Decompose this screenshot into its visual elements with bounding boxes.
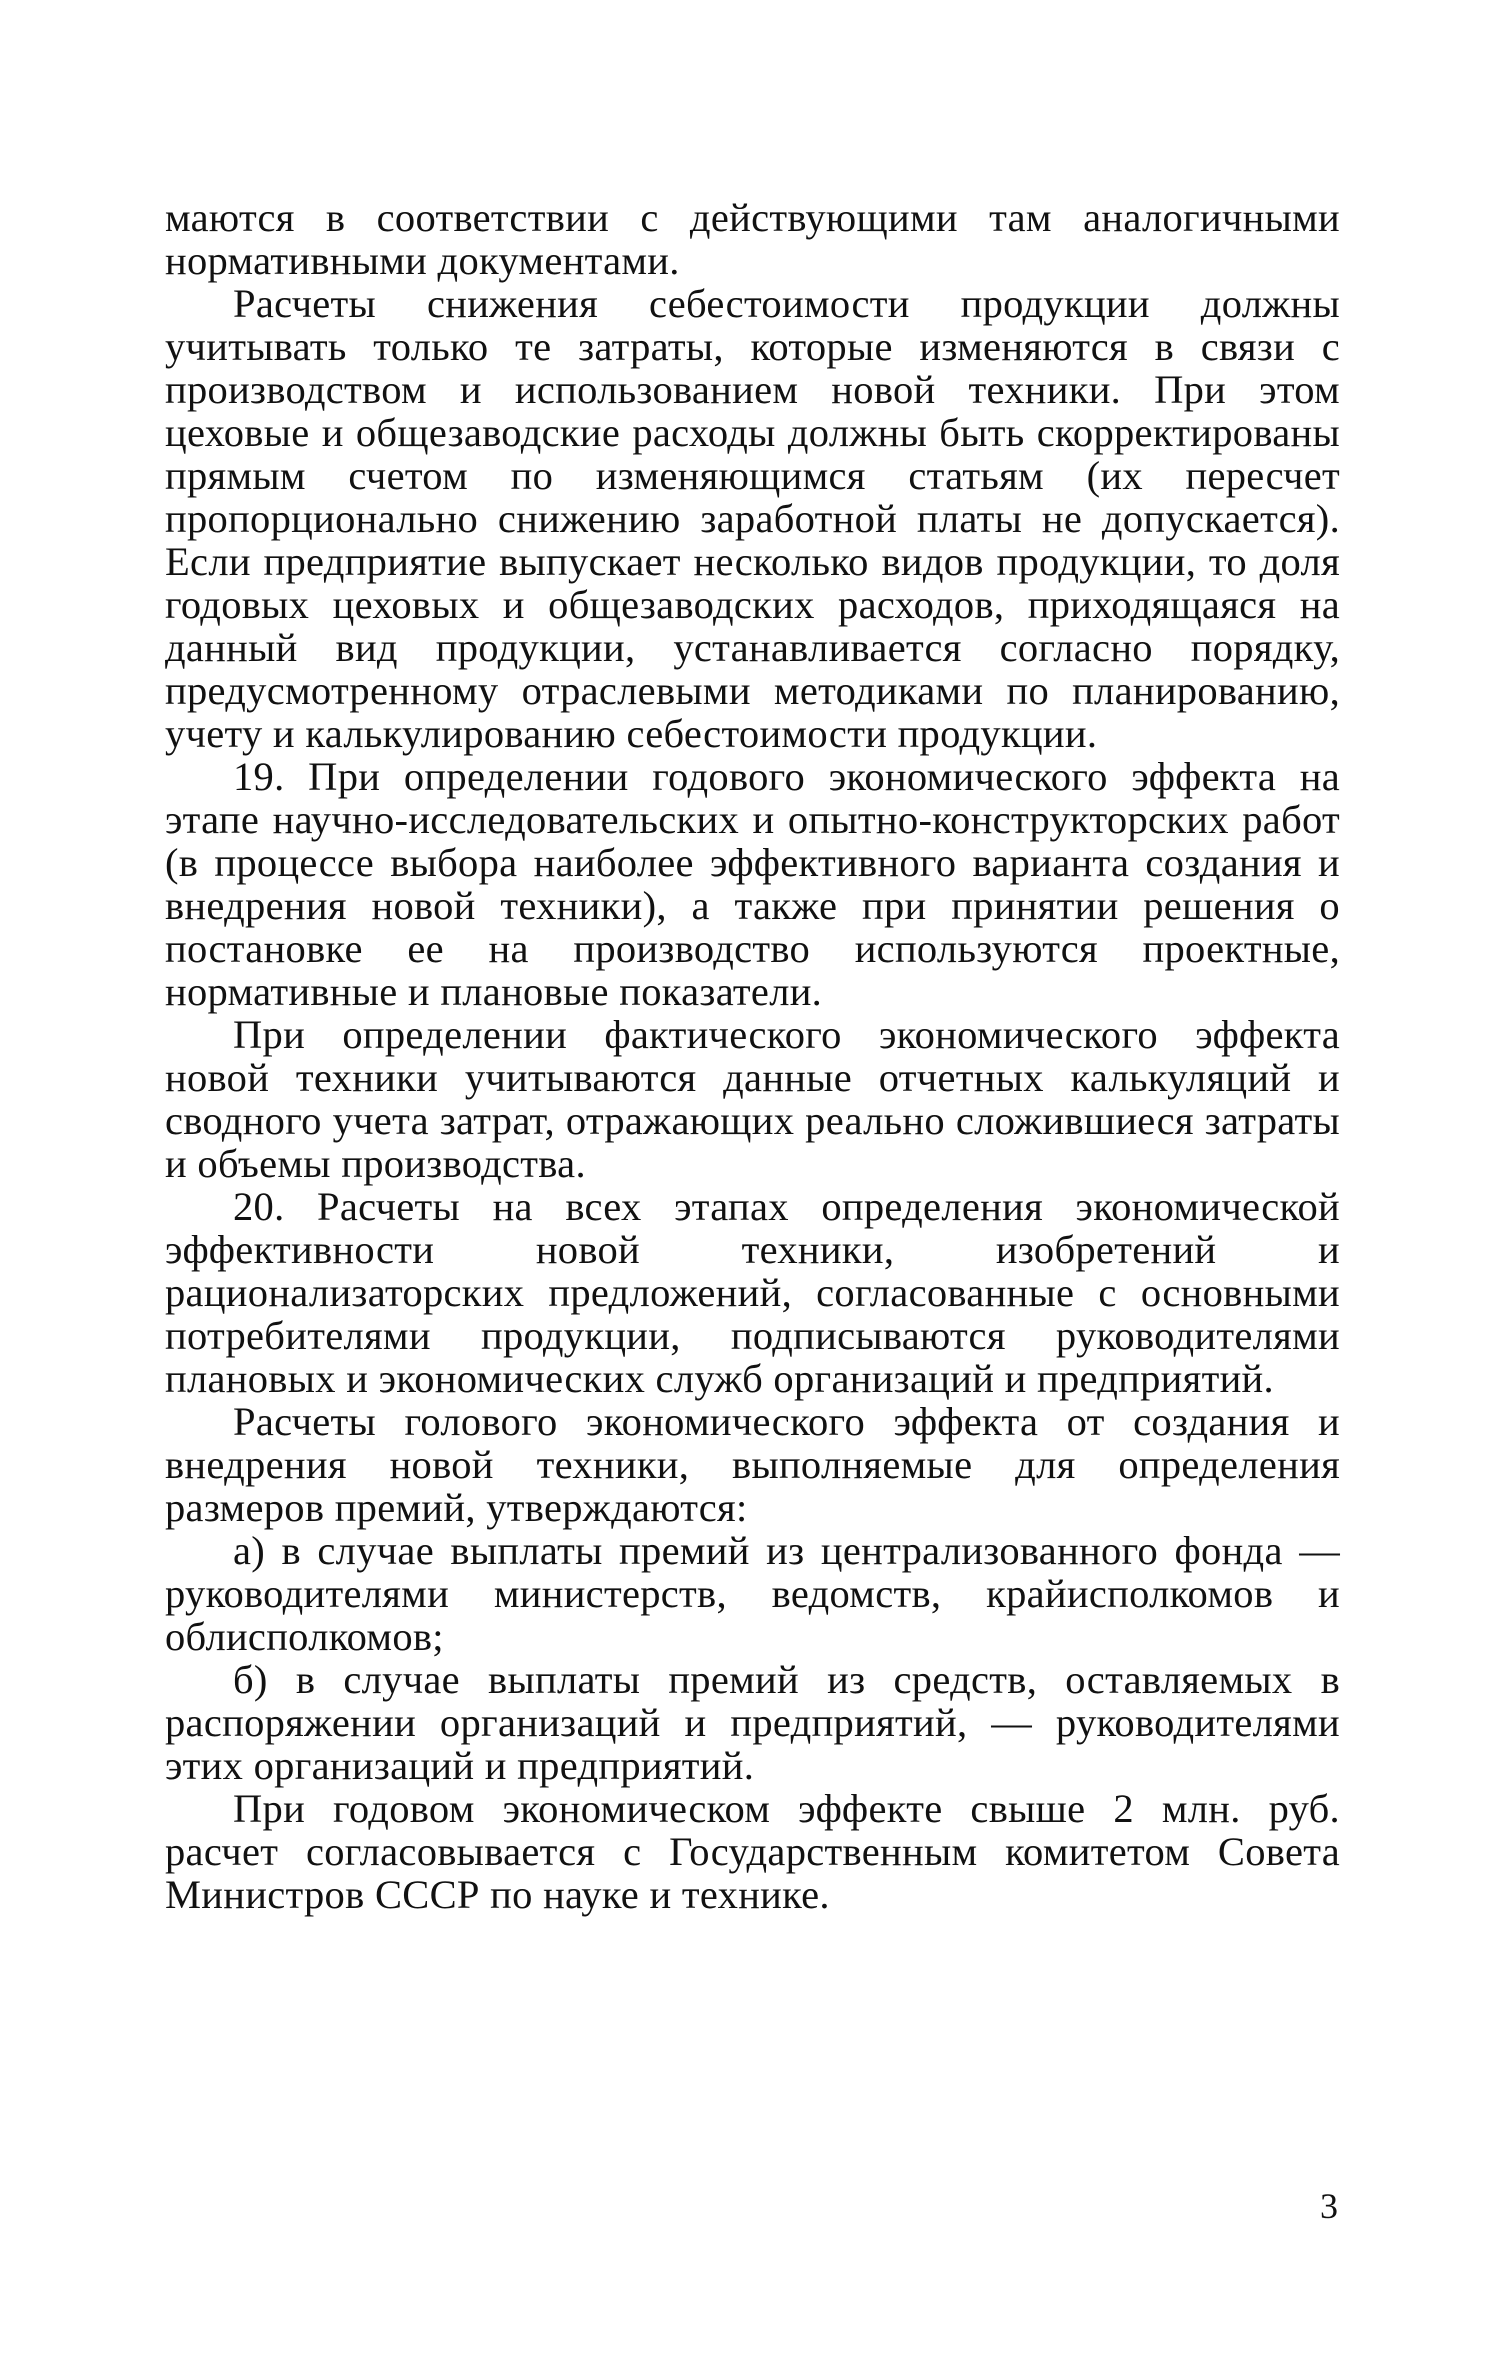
paragraph-actual-effect: При определении фактического экономического эффекта новой техники учитываются данные отчетных калькуляций и сводного учета затрат, отражающих реально сложившиеся затраты и объемы производства. [165, 1012, 1340, 1186]
paragraph-large-effect: При годовом экономическом эффекте свыше 2 млн. руб. расчет согласовывается с Государственным комитетом Совета Министров СССР по науке и технике. [165, 1786, 1340, 1917]
paragraph-item-a: а) в случае выплаты премий из централизованного фонда — руководителями министерств, ведомств, крайисполкомов и облисполкомов; [165, 1528, 1340, 1659]
paragraph-cost-reduction: Расчеты снижения себестоимости продукции должны учитывать только те затраты, которые изменяются в связи с производством и использованием новой техники. При этом цеховые и общезаводские расходы должны быть скорректированы прямым счетом по изменяющимся статьям (их пересчет пропорционально снижению заработной платы не допускается). Если предприятие выпускает несколько видов продукции, то доля годовых цеховых и общезаводских расходов, приходящаяся на данный вид продукции, устанавливается согласно порядку, предусмотренному отраслевыми методиками по планированию, учету и калькулированию себестоимости продукции. [165, 281, 1340, 756]
paragraph-section-19: 19. При определении годового экономического эффекта на этапе научно-исследовательских и опытно-конструкторских работ (в процессе выбора наиболее эффективного варианта создания и внедрения новой техники), а также при принятии решения о постановке ее на производство используются проектные, нормативные и плановые показатели. [165, 754, 1340, 1014]
body-text [165, 196, 1340, 1916]
paragraph-section-20: 20. Расчеты на всех этапах определения экономической эффективности новой техники, изобретений и рационализаторских предложений, согласованные с основными потребителями продукции, подписываются руководителями плановых и экономических служб организаций и предприятий. [165, 1184, 1340, 1401]
paragraph-item-b: б) в случае выплаты премий из средств, оставляемых в распоряжении организаций и предприятий, — руководителями этих организаций и предприятий. [165, 1657, 1340, 1788]
paragraph-continuation: маются в соответствии с действующими там аналогичными нормативными документами. [165, 195, 1340, 283]
page-number: 3 [1320, 2186, 1338, 2226]
paragraph-bonus-calculations: Расчеты голового экономического эффекта от создания и внедрения новой техники, выполняемые для определения размеров премий, утверждаются: [165, 1399, 1340, 1530]
